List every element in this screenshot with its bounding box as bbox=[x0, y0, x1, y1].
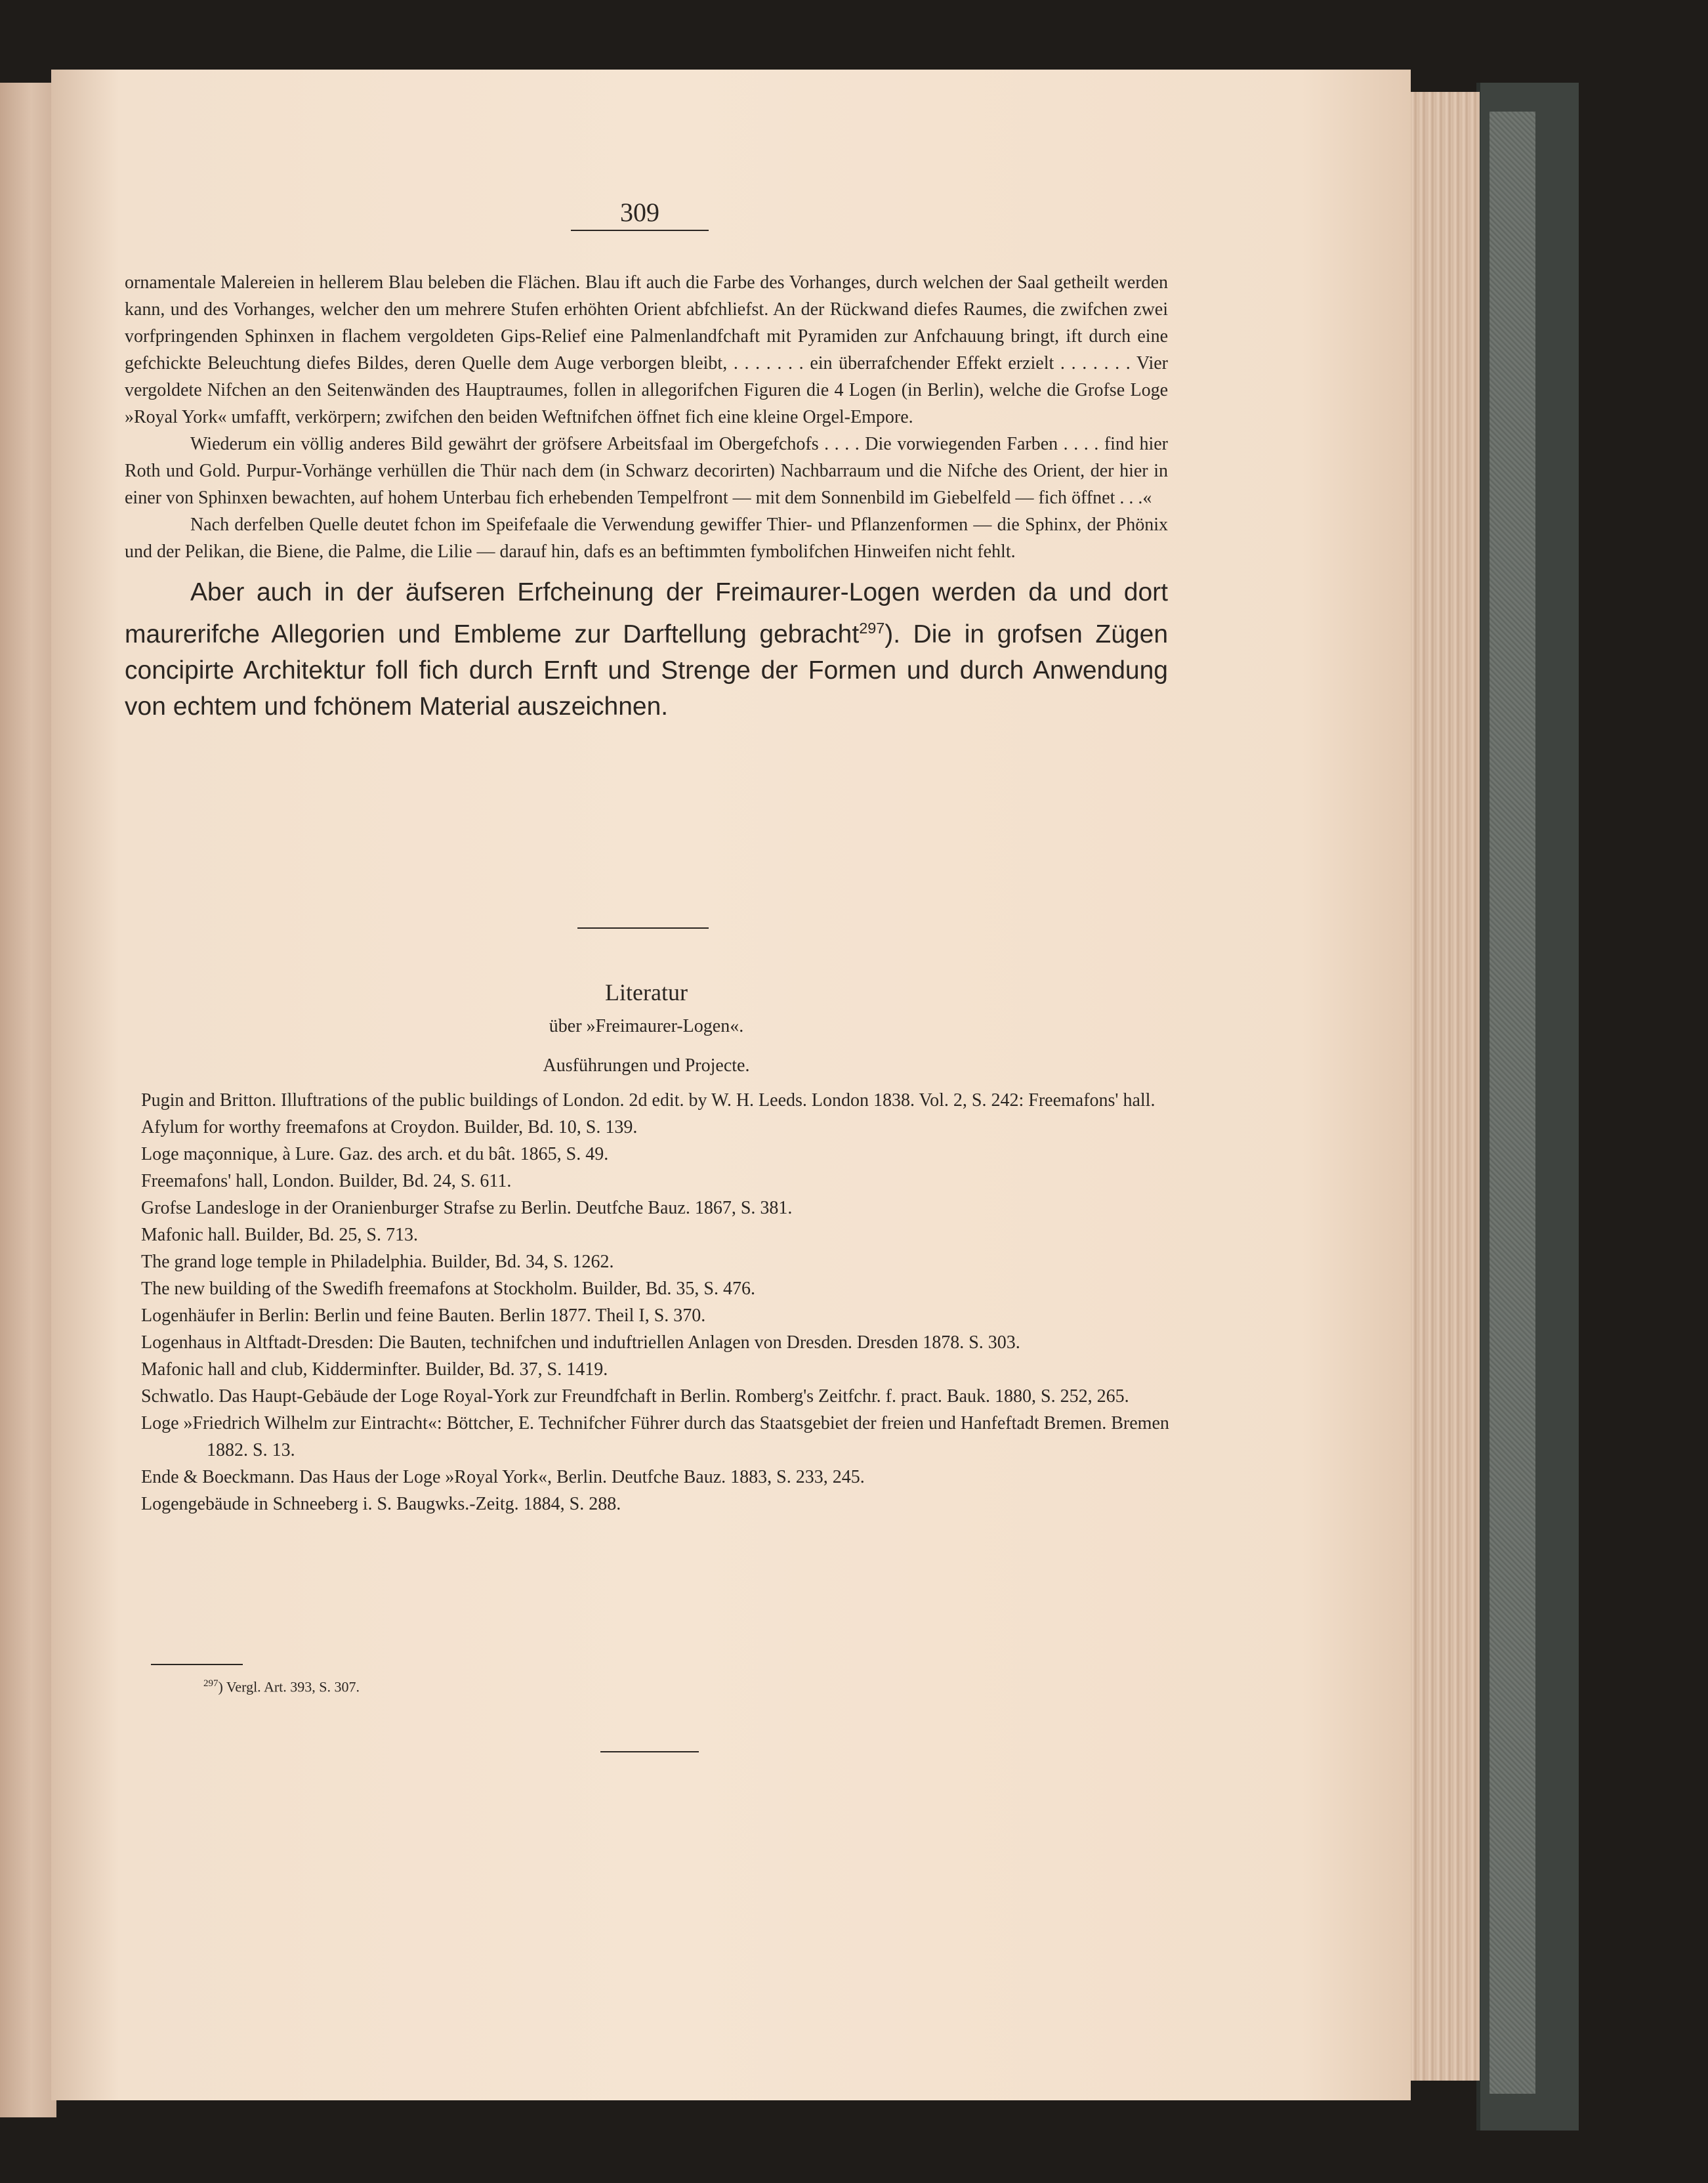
reference-item: Schwatlo. Das Haupt-Gebäude der Loge Royal-York zur Freundfchaft in Berlin. Romberg's Zeitfchr. f. pract. Bauk. 1880, S. 252, 265. bbox=[141, 1386, 1129, 1407]
literature-title: Literatur bbox=[605, 979, 688, 1006]
cover-cloth bbox=[1489, 112, 1535, 2094]
reference-item: Logenhäufer in Berlin: Berlin und feine Bauten. Berlin 1877. Theil I, S. 370. bbox=[141, 1305, 706, 1326]
paragraph-4-text-end: ). Die in grofsen Zügen concipirte Architektur foll fich durch Ernft und Strenge der Formen und durch Anwendung von echtem und fchönem Material auszeichnen. bbox=[125, 620, 1169, 721]
reference-item: Mafonic hall and club, Kidderminfter. Builder, Bd. 37, S. 1419. bbox=[141, 1359, 608, 1380]
reference-item: Grofse Landesloge in der Oranienburger Strafse zu Berlin. Deutfche Bauz. 1867, S. 381. bbox=[141, 1198, 793, 1218]
body-text bbox=[125, 269, 1168, 725]
paragraph-4 bbox=[125, 574, 1168, 725]
reference-item: The new building of the Swedifh freemafons at Stockholm. Builder, Bd. 35, S. 476. bbox=[141, 1279, 755, 1299]
footnote-mark: 297 bbox=[203, 1678, 219, 1689]
reference-item: The grand loge temple in Philadelphia. Builder, Bd. 34, S. 1262. bbox=[141, 1252, 614, 1272]
paragraph-4-text: Aber auch in der äufseren Erfcheinung der Freimaurer-Logen werden da und dort maurerifche Allegorien und Embleme zur Darftellung gebracht bbox=[125, 578, 1168, 648]
reference-item: Mafonic hall. Builder, Bd. 25, S. 713. bbox=[141, 1225, 418, 1245]
footnote-ref: 297 bbox=[859, 620, 885, 637]
footnote-rule bbox=[151, 1664, 243, 1665]
reference-item: Pugin and Britton. Illuftrations of the public buildings of London. 2d edit. by W. H. Leeds. London 1838. Vol. 2, S. 242: Freemafons' hall. bbox=[141, 1090, 1156, 1111]
footnote-text: ) Vergl. Art. 393, S. 307. bbox=[218, 1678, 360, 1695]
reference-item: Loge »Friedrich Wilhelm zur Eintracht«: Böttcher, E. Technifcher Führer durch das Staatsgebiet der freien und Hanfeftadt Bremen. Bremen 1882. S. 13. bbox=[141, 1413, 1169, 1460]
paragraph-1: ornamentale Malereien in hellerem Blau beleben die Flächen. Blau ift auch die Farbe des Vorhanges, durch welchen der Saal getheilt werden kann, und des Vorhanges, welcher den um mehrere Stufen erhöhten Orient abfchliefst. An der Rückwand diefes Raumes, die zwifchen zwei vorfpringenden Sphinxen in flachem vergoldeten Gips-Relief eine Palmenlandfchaft mit Pyramiden zur Anfchauung bringt, ift durch eine gefchickte Beleuchtung diefes Bildes, deren Quelle dem Auge verborgen bleibt, . . . . . . . ein überrafchender Effekt erzielt . . . . . . . Vier vergoldete Nifchen an den Seitenwänden des Hauptraumes, follen in allegorifchen Figuren die 4 Logen (in Berlin), welche die Grofse Loge »Royal York« umfafft, verkörpern; zwifchen den beiden Weftnifchen öffnet fich eine kleine Orgel-Empore. bbox=[125, 272, 1168, 427]
footnote bbox=[203, 1674, 360, 1697]
facing-page-edge bbox=[0, 83, 56, 2117]
literature-subtitle: über »Freimaurer-Logen«. bbox=[549, 1016, 744, 1036]
reference-item: Ende & Boeckmann. Das Haus der Loge »Royal York«, Berlin. Deutfche Bauz. 1883, S. 233, 245. bbox=[141, 1467, 865, 1487]
reference-item: Logengebäude in Schneeberg i. S. Baugwks.-Zeitg. 1884, S. 288. bbox=[141, 1494, 621, 1514]
paragraph-2: Wiederum ein völlig anderes Bild gewährt der gröfsere Arbeitsfaal im Obergefchofs . . . . Die vorwiegenden Farben . . . . find hier Roth und Gold. Purpur-Vorhänge verhüllen die Thür nach dem (in Schwarz decorirten) Nachbarraum und die Nifche des Orient, der hier in einer von Sphinxen bewachten, auf hohem Unterbau fich erhebenden Tempelfront — mit dem Sonnenbild im Giebelfeld — fich öffnet . . .« bbox=[125, 434, 1168, 508]
page-stack-edges bbox=[1401, 92, 1480, 2081]
reference-item: Logenhaus in Altftadt-Dresden: Die Bauten, technifchen und induftriellen Anlagen von Dresden. Dresden 1878. S. 303. bbox=[141, 1332, 1020, 1353]
end-rule bbox=[600, 1751, 699, 1752]
paragraph-3: Nach derfelben Quelle deutet fchon im Speifefaale die Verwendung gewiffer Thier- und Pflanzenformen — die Sphinx, der Phönix und der Pelikan, die Biene, die Palme, die Lilie — darauf hin, dafs es an beftimmten fymbolifchen Hinweifen nicht fehlt. bbox=[125, 515, 1168, 562]
reference-list bbox=[141, 1087, 1178, 1517]
reference-item: Afylum for worthy freemafons at Croydon. Builder, Bd. 10, S. 139. bbox=[141, 1117, 638, 1137]
literature-section-heading: Ausführungen und Projecte. bbox=[543, 1055, 750, 1076]
reference-item: Freemafons' hall, London. Builder, Bd. 24, S. 611. bbox=[141, 1171, 512, 1191]
section-divider bbox=[577, 927, 709, 929]
reference-item: Loge maçonnique, à Lure. Gaz. des arch. et du bât. 1865, S. 49. bbox=[141, 1144, 609, 1164]
page-number: 309 bbox=[571, 197, 709, 231]
